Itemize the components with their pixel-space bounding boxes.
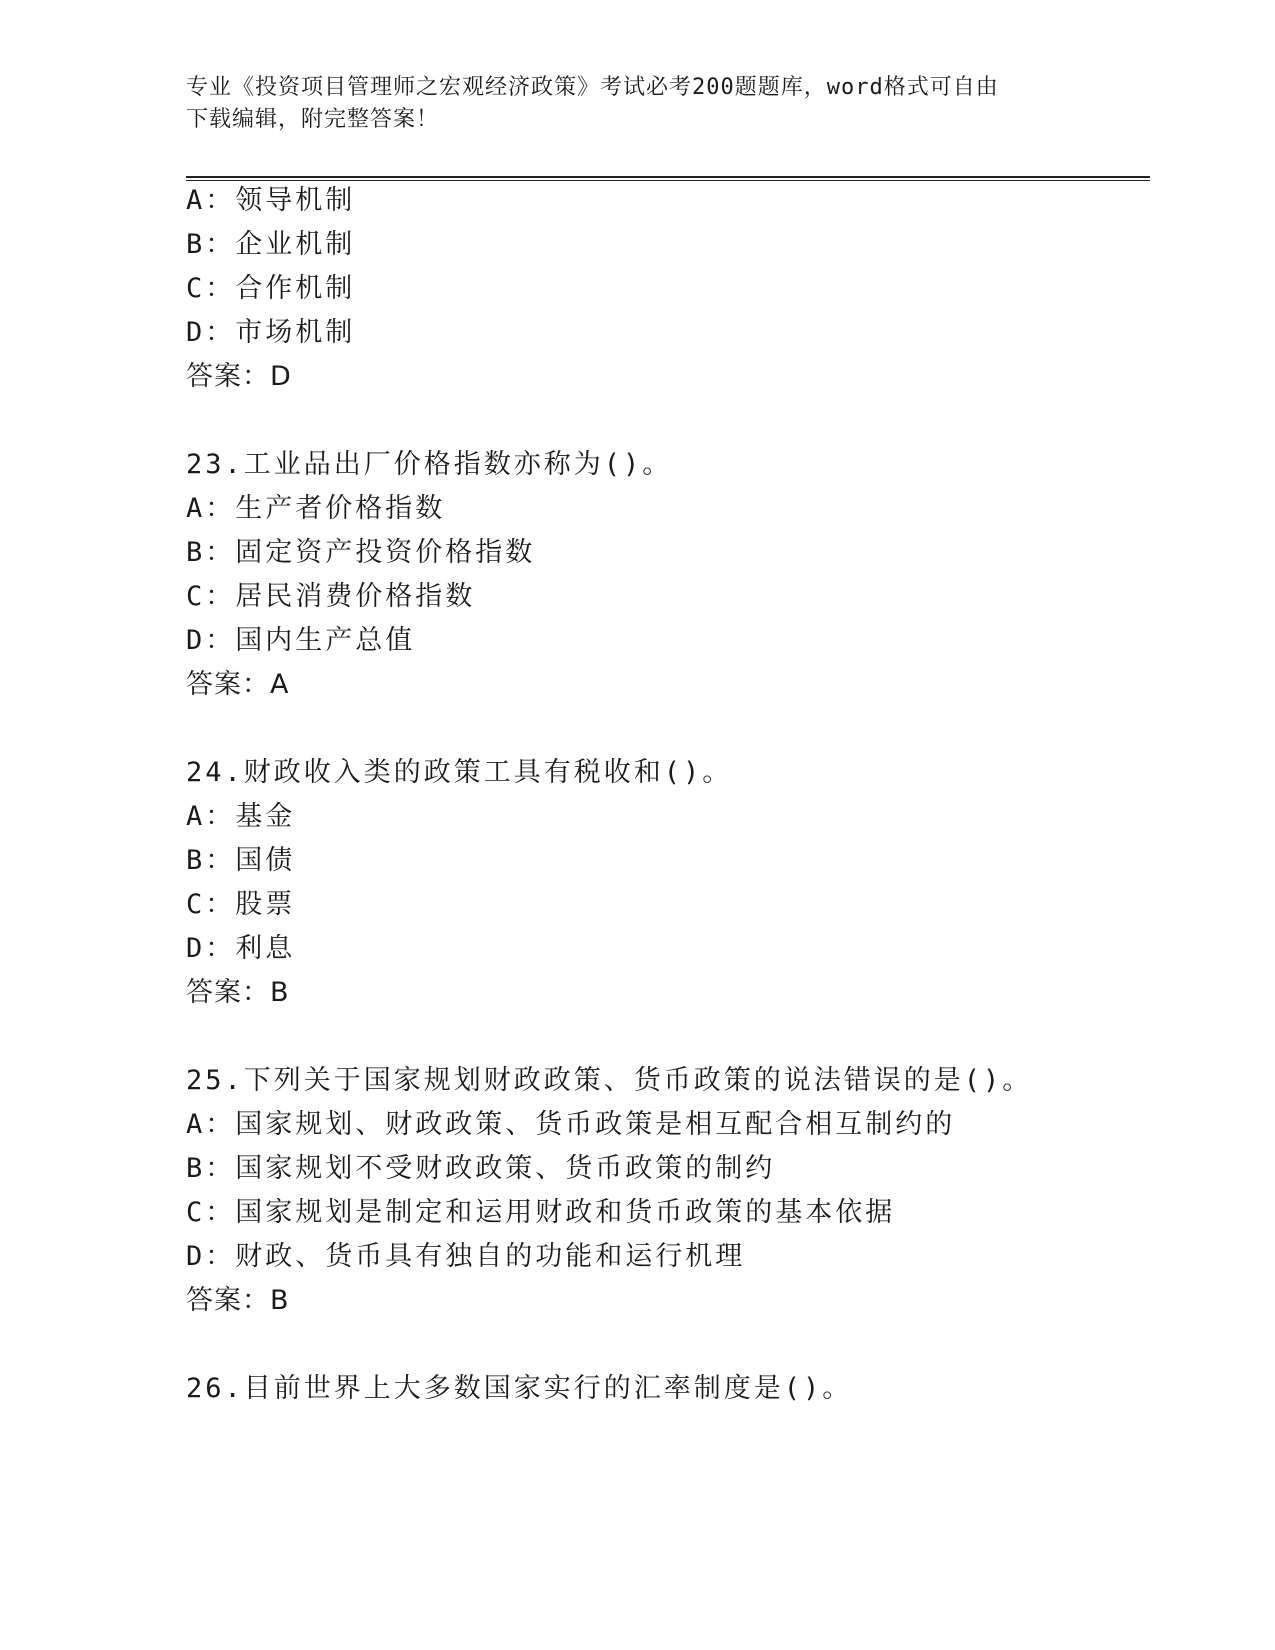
option-b: B：企业机制 — [186, 229, 356, 260]
answer-line: 答案：D — [186, 361, 292, 392]
document-header — [186, 72, 1076, 136]
header-line-1: 专业《投资项目管理师之宏观经济政策》考试必考200题题库，word格式可自由 — [186, 75, 999, 100]
option-c: C：合作机制 — [186, 273, 356, 304]
question-stem: 24.财政收入类的政策工具有税收和()。 — [186, 757, 733, 788]
option-b: B：固定资产投资价格指数 — [186, 537, 536, 568]
answer-line: 答案：B — [186, 1285, 290, 1316]
option-a: A：领导机制 — [186, 185, 356, 216]
question-stem: 26.目前世界上大多数国家实行的汇率制度是()。 — [186, 1373, 853, 1404]
option-b: B：国债 — [186, 845, 296, 876]
option-c: C：股票 — [186, 889, 296, 920]
option-a: A：基金 — [186, 801, 296, 832]
option-a: A：生产者价格指数 — [186, 493, 446, 524]
answer-line: 答案：B — [186, 977, 290, 1008]
header-line-2: 下载编辑，附完整答案！ — [186, 107, 440, 132]
header-divider — [186, 176, 1150, 181]
option-d: D：市场机制 — [186, 317, 356, 348]
option-d: D：利息 — [186, 933, 296, 964]
option-c: C：居民消费价格指数 — [186, 581, 476, 612]
question-stem: 23.工业品出厂价格指数亦称为()。 — [186, 449, 673, 480]
question-stem: 25.下列关于国家规划财政政策、货币政策的说法错误的是()。 — [186, 1065, 1033, 1096]
option-c: C：国家规划是制定和运用财政和货币政策的基本依据 — [186, 1197, 896, 1228]
option-b: B：国家规划不受财政政策、货币政策的制约 — [186, 1153, 776, 1184]
option-d: D：国内生产总值 — [186, 625, 416, 656]
option-a: A：国家规划、财政政策、货币政策是相互配合相互制约的 — [186, 1109, 956, 1140]
answer-line: 答案：A — [186, 669, 290, 700]
option-d: D：财政、货币具有独自的功能和运行机理 — [186, 1241, 746, 1272]
